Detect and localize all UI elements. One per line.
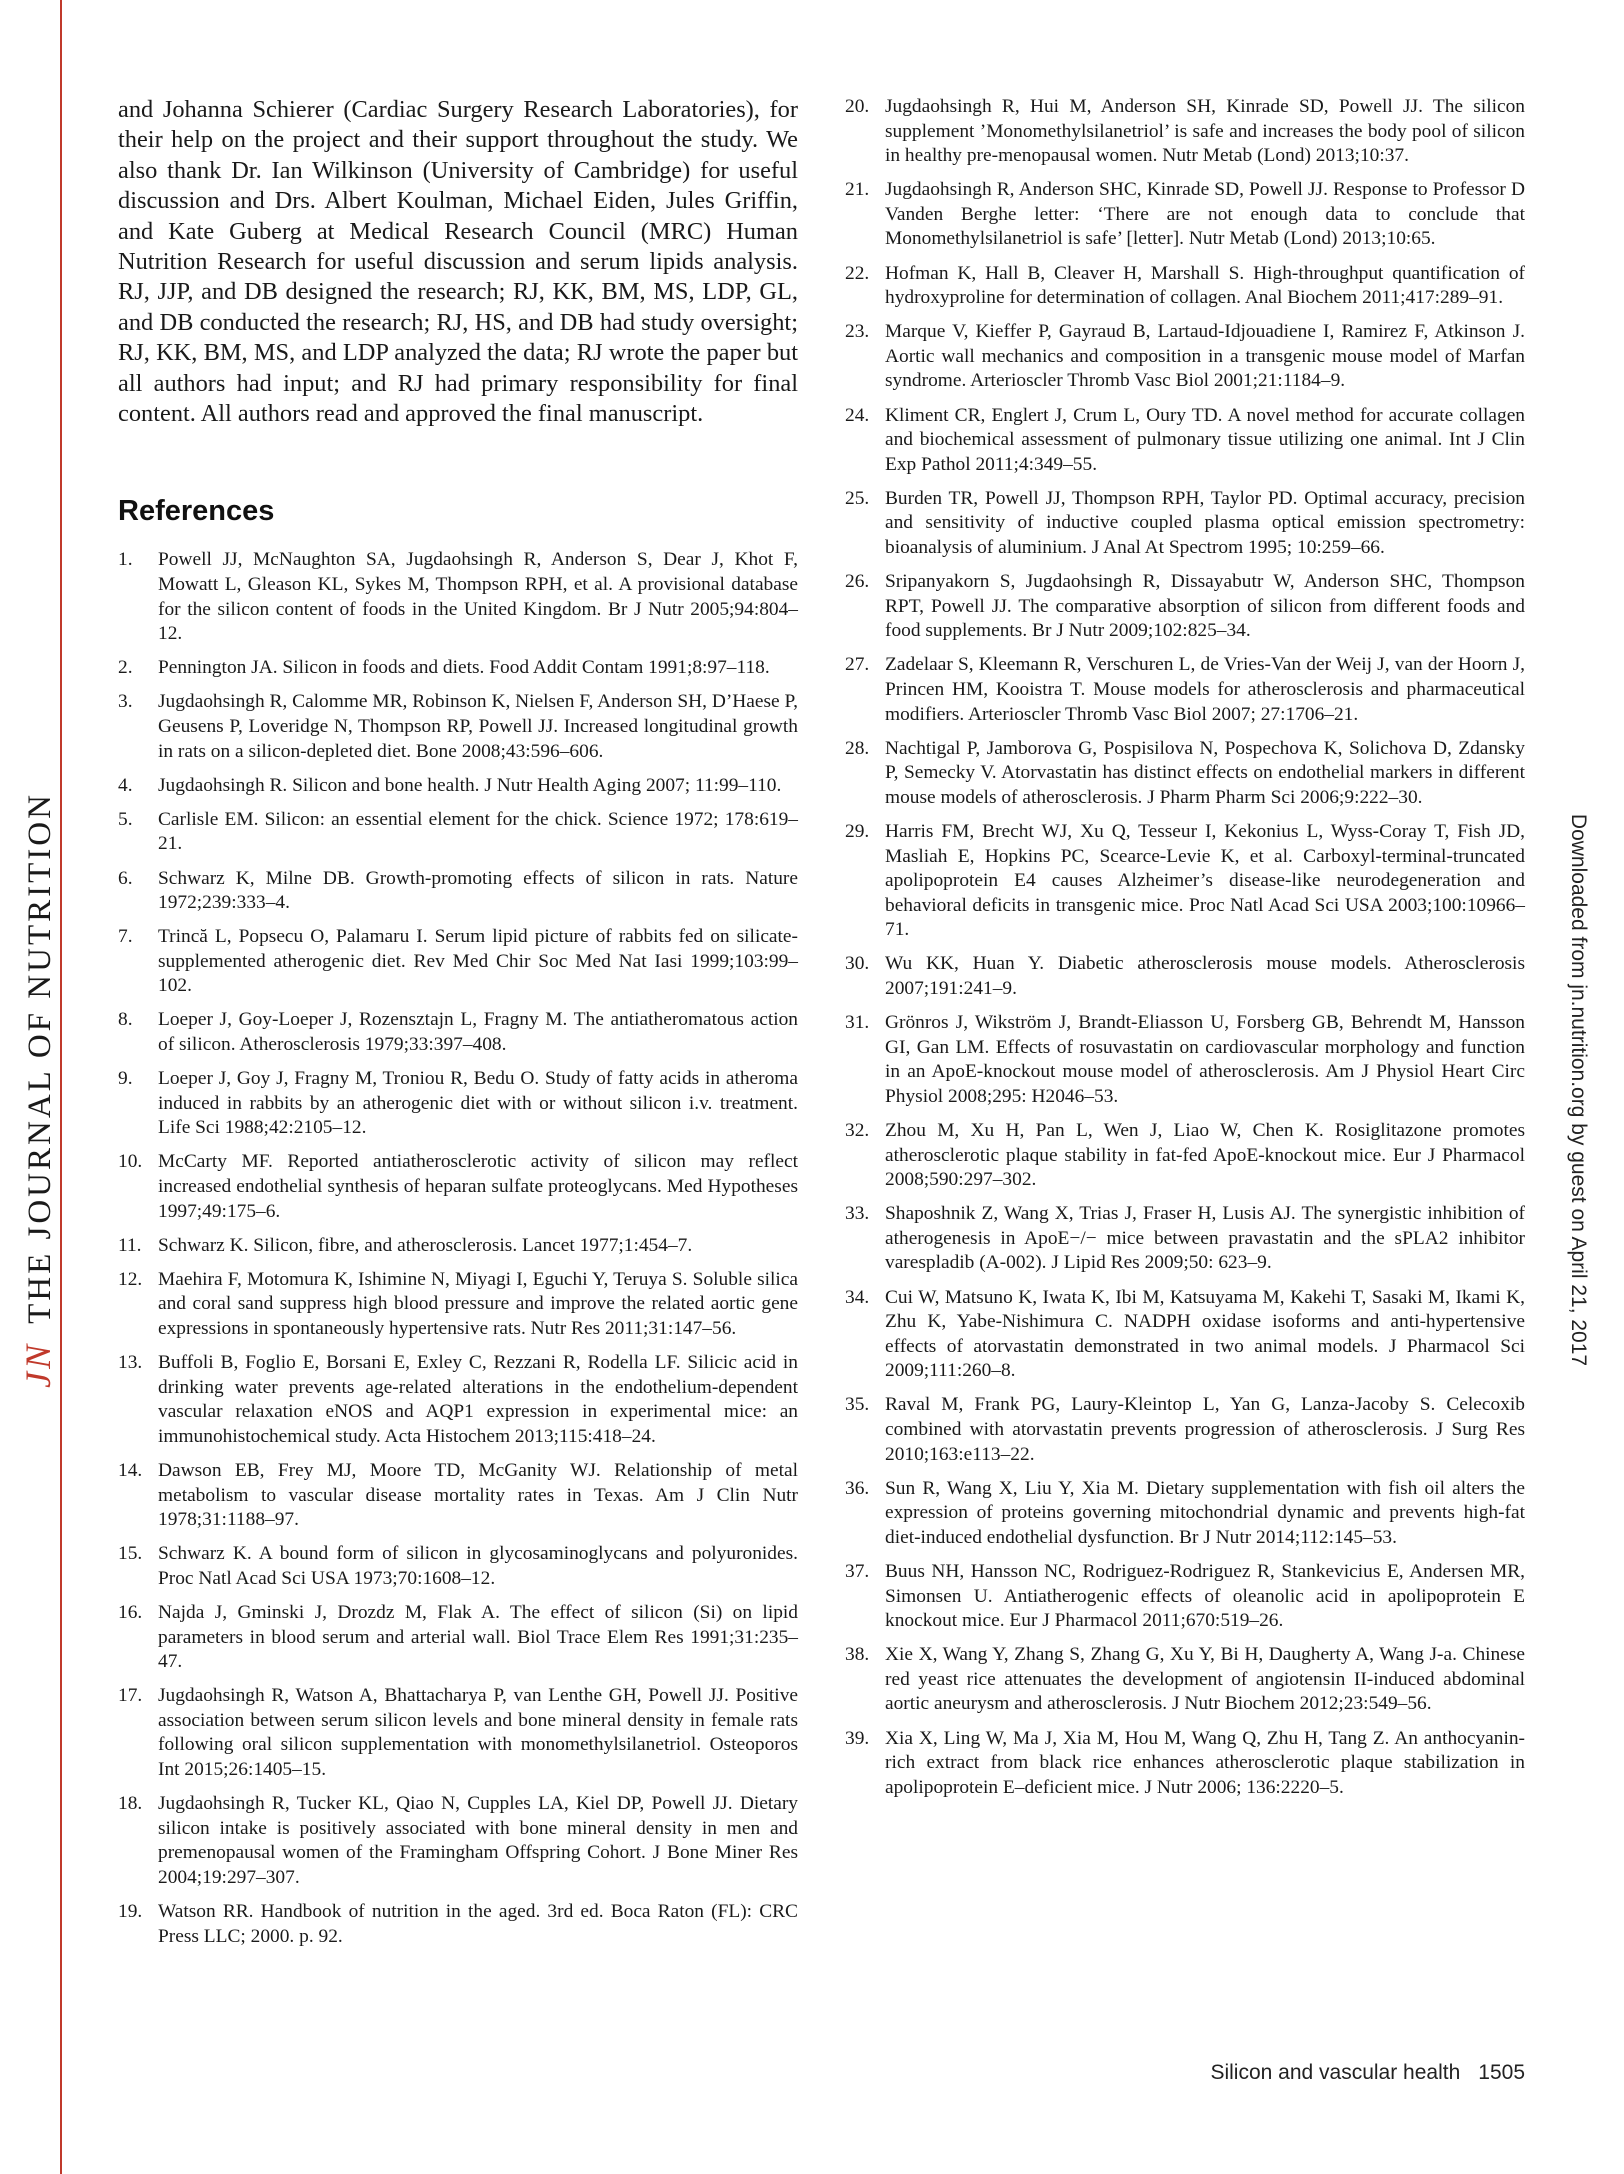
reference-number: 1.: [118, 549, 133, 571]
reference-item: [118, 1601, 798, 1675]
reference-number: 24.: [845, 404, 870, 426]
reference-text: Kliment CR, Englert J, Crum L, Oury TD. A novel method for accurate collagen and biochemical assessment of pulmonary tissue utilizing one animal. Int J Clin Exp Pathol 2011;4:349–55.: [885, 404, 1525, 475]
reference-item: [118, 548, 798, 646]
reference-number: 32.: [845, 1119, 870, 1141]
reference-text: Watson RR. Handbook of nutrition in the aged. 3rd ed. Boca Raton (FL): CRC Press LLC; 2000. p. 92.: [158, 1900, 798, 1947]
reference-text: Harris FM, Brecht WJ, Xu Q, Tesseur I, Kekonius L, Wyss-Coray T, Fish JD, Masliah E, Hopkins PC, Scearce-Levie K, et al. Carboxyl-terminal-truncated apolipoprotein E4 causes Alzheimer’s disease-like neurodegeneration and behavioral deficits in transgenic mice. Proc Natl Acad Sci USA 2003;100:10966–71.: [885, 820, 1525, 941]
reference-text: Sripanyakorn S, Jugdaohsingh R, Dissayabutr W, Anderson SHC, Thompson RPT, Powell JJ. The comparative absorption of silicon from different foods and food supplements. Br J Nutr 2009;102:825–34.: [885, 571, 1525, 642]
reference-item: [118, 1542, 798, 1591]
reference-number: 36.: [845, 1477, 870, 1499]
reference-text: Buus NH, Hansson NC, Rodriguez-Rodriguez R, Stankevicius E, Andersen MR, Simonsen U. Antiatherogenic effects of oleanolic acid in apolipoprotein E knockout mice. Eur J Pharmacol 2011;670:519–26.: [885, 1560, 1525, 1632]
reference-text: Burden TR, Powell JJ, Thompson RPH, Taylor PD. Optimal accuracy, precision and sensitivity of inductive coupled plasma optical emission spectrometry: bioanalysis of aluminium. J Anal At Spectrom 1995; 10:259–66.: [885, 487, 1525, 558]
reference-number: 35.: [845, 1394, 870, 1416]
references-heading: References: [118, 495, 275, 528]
reference-text: Marque V, Kieffer P, Gayraud B, Lartaud-Idjouadiene I, Ramirez F, Atkinson J. Aortic wall mechanics and composition in a transgenic mouse model of Marfan syndrome. Arterioscler Thromb Vasc Biol 2001;21:1184–9.: [885, 321, 1525, 392]
reference-item: [118, 808, 798, 857]
reference-item: [118, 867, 798, 916]
reference-text: Schwarz K. A bound form of silicon in glycosaminoglycans and polyuronides. Proc Natl Acad Sci USA 1973;70:1608–12.: [158, 1543, 798, 1589]
reference-item: [845, 653, 1525, 727]
reference-number: 13.: [118, 1352, 143, 1374]
reference-item: [845, 178, 1525, 252]
reference-text: Xie X, Wang Y, Zhang S, Zhang G, Xu Y, Bi H, Daugherty A, Wang J-a. Chinese red yeast rice attenuates the development of angiotensin II-induced abdominal aortic aneurysm and atherosclerosis. J Nutr Biochem 2012;23:549–56.: [885, 1644, 1525, 1715]
reference-number: 4.: [118, 774, 133, 796]
reference-item: [845, 1393, 1525, 1467]
reference-number: 31.: [845, 1012, 870, 1034]
reference-text: Maehira F, Motomura K, Ishimine N, Miyagi I, Eguchi Y, Teruya S. Soluble silica and coral sand suppress high blood pressure and improve the related aortic gene expressions in spontaneously hypertensive rats. Nutr Res 2011;31:147–56.: [158, 1268, 798, 1339]
reference-number: 39.: [845, 1727, 870, 1749]
reference-text: Powell JJ, McNaughton SA, Jugdaohsingh R, Anderson S, Dear J, Khot F, Mowatt L, Gleason KL, Sykes M, Thompson RPH, et al. A provisional database for the silicon content of foods in the United Kingdom. Br J Nutr 2005;94:804–12.: [158, 549, 798, 645]
reference-text: Hofman K, Hall B, Cleaver H, Marshall S. High-throughput quantification of hydroxyproline for determination of collagen. Anal Biochem 2011;417:289–91.: [885, 262, 1525, 309]
reference-item: [118, 690, 798, 764]
reference-text: Pennington JA. Silicon in foods and diets. Food Addit Contam 1991;8:97–118.: [158, 657, 770, 679]
reference-item: [845, 737, 1525, 811]
reference-item: [845, 1011, 1525, 1109]
reference-number: 17.: [118, 1685, 143, 1707]
reference-text: Shaposhnik Z, Wang X, Trias J, Fraser H, Lusis AJ. The synergistic inhibition of atherogenesis in ApoE−/− mice between pravastatin and the sPLA2 inhibitor varespladib (A-002). J Lipid Res 2009;50: 623–9.: [885, 1203, 1525, 1274]
reference-item: [845, 262, 1525, 311]
left-column: [118, 95, 798, 1959]
page-number: 1505: [1478, 2061, 1525, 2084]
reference-number: 9.: [118, 1068, 133, 1090]
reference-list-left: [118, 548, 798, 1949]
reference-number: 23.: [845, 321, 870, 343]
reference-text: McCarty MF. Reported antiatherosclerotic activity of silicon may reflect increased endothelial synthesis of heparan sulfate proteoglycans. Med Hypotheses 1997;49:175–6.: [158, 1151, 798, 1222]
reference-text: Buffoli B, Foglio E, Borsani E, Exley C, Rezzani R, Rodella LF. Silicic acid in drinking water prevents age-related alterations in the endothelium-dependent vascular relaxation eNOS and AQP1 expression in experimental mice: an immunohistochemical study. Acta Histochem 2013;115:418–24.: [158, 1352, 798, 1447]
reference-text: Loeper J, Goy J, Fragny M, Troniou R, Bedu O. Study of fatty acids in atheroma induced in rabbits by an atherogenic diet with or without silicon i.v. treatment. Life Sci 1988;42:2105–12.: [158, 1068, 798, 1139]
reference-text: Carlisle EM. Silicon: an essential element for the chick. Science 1972; 178:619–21.: [158, 808, 798, 855]
reference-text: Schwarz K, Milne DB. Growth-promoting effects of silicon in rats. Nature 1972;239:333–4.: [158, 867, 798, 914]
reference-text: Jugdaohsingh R, Watson A, Bhattacharya P, van Lenthe GH, Powell JJ. Positive association between serum silicon levels and bone mineral density in female rats following oral silicon supplementation with monomethylsilanetriol. Osteoporos Int 2015;26:1405–15.: [158, 1685, 798, 1780]
reference-number: 28.: [845, 737, 870, 759]
reference-item: [845, 820, 1525, 943]
reference-item: [118, 1150, 798, 1224]
reference-number: 2.: [118, 657, 133, 679]
reference-number: 15.: [118, 1543, 143, 1565]
journal-name: THE JOURNAL OF NUTRITION: [22, 792, 58, 1324]
reference-text: Trincă L, Popsecu O, Palamaru I. Serum lipid picture of rabbits fed on silicate-supplemented atherogenic diet. Rev Med Chir Soc Med Nat Iasi 1999;103:99–102.: [158, 926, 798, 997]
reference-item: [845, 1560, 1525, 1634]
reference-number: 37.: [845, 1560, 870, 1582]
reference-item: [118, 774, 798, 799]
reference-item: [118, 1234, 798, 1259]
reference-item: [845, 404, 1525, 478]
reference-text: Cui W, Matsuno K, Iwata K, Ibi M, Katsuyama M, Kakehi T, Sasaki M, Ikami K, Zhu K, Yabe-Nishimura C. NADPH oxidase isoforms and anti-hypertensive effects of atorvastatin demonstrated in two animal models. J Pharmacol Sci 2009;111:260–8.: [885, 1286, 1525, 1382]
reference-number: 26.: [845, 571, 870, 593]
reference-number: 14.: [118, 1459, 143, 1481]
reference-item: [118, 1792, 798, 1890]
reference-text: Jugdaohsingh R. Silicon and bone health. J Nutr Health Aging 2007; 11:99–110.: [158, 774, 782, 796]
reference-item: [845, 1477, 1525, 1551]
reference-item: [118, 1008, 798, 1057]
reference-item: [845, 952, 1525, 1001]
reference-item: [118, 656, 798, 681]
reference-text: Loeper J, Goy-Loeper J, Rozensztajn L, Fragny M. The antiatheromatous action of silicon. Atherosclerosis 1979;33:397–408.: [158, 1009, 798, 1056]
reference-number: 22.: [845, 262, 870, 284]
reference-item: [845, 487, 1525, 561]
reference-text: Schwarz K. Silicon, fibre, and atherosclerosis. Lancet 1977;1:454–7.: [158, 1234, 693, 1256]
reference-item: [118, 1459, 798, 1533]
reference-text: Grönros J, Wikström J, Brandt-Eliasson U, Forsberg GB, Behrendt M, Hansson GI, Gan LM. Effects of rosuvastatin on cardiovascular morphology and function in an ApoE-knockout mouse model of atherosclerosis. Am J Physiol Heart Circ Physiol 2008;295: H2046–53.: [885, 1012, 1525, 1107]
reference-item: [118, 1067, 798, 1141]
reference-text: Jugdaohsingh R, Anderson SHC, Kinrade SD, Powell JJ. Response to Professor D Vanden Berghe letter: ‘There are not enough data to conclude that Monomethylsilanetriol is safe’ [letter]. Nutr Metab (Lond) 2013;10:65.: [885, 179, 1525, 250]
reference-text: Jugdaohsingh R, Calomme MR, Robinson K, Nielsen F, Anderson SH, D’Haese P, Geusens P, Loveridge N, Thompson RP, Powell JJ. Increased longitudinal growth in rats on a silicon-depleted diet. Bone 2008;43:596–606.: [158, 691, 798, 762]
reference-number: 30.: [845, 953, 870, 975]
reference-number: 10.: [118, 1151, 143, 1173]
reference-number: 21.: [845, 179, 870, 201]
reference-number: 25.: [845, 487, 870, 509]
reference-text: Wu KK, Huan Y. Diabetic atherosclerosis mouse models. Atherosclerosis 2007;191:241–9.: [885, 953, 1525, 999]
reference-item: [118, 1684, 798, 1782]
reference-list-right: [845, 95, 1525, 1800]
reference-number: 34.: [845, 1286, 870, 1308]
reference-number: 19.: [118, 1900, 143, 1922]
reference-number: 38.: [845, 1644, 870, 1666]
reference-text: Zadelaar S, Kleemann R, Verschuren L, de Vries-Van der Weij J, van der Hoorn J, Princen HM, Kooistra T. Mouse models for atherosclerosis and pharmaceutical modifiers. Arterioscler Thromb Vasc Biol 2007; 27:1706–21.: [885, 654, 1525, 725]
reference-number: 27.: [845, 654, 870, 676]
reference-number: 33.: [845, 1203, 870, 1225]
reference-item: [845, 95, 1525, 169]
acknowledgment-paragraph: and Johanna Schierer (Cardiac Surgery Research Laboratories), for their help on the project and their support throughout the study. We also thank Dr. Ian Wilkinson (University of Cambridge) for useful discussion and Drs. Albert Koulman, Michael Eiden, Jules Griffin, and Kate Guberg at Medical Research Council (MRC) Human Nutrition Research for useful discussion and serum lipids analysis. RJ, JJP, and DB designed the research; RJ, KK, BM, MS, LDP, GL, and DB conducted the research; RJ, HS, and DB had study oversight; RJ, KK, BM, MS, and LDP analyzed the data; RJ wrote the paper but all authors had input; and RJ had primary responsibility for final content. All authors read and approved the final manuscript.: [118, 96, 798, 428]
reference-text: Dawson EB, Frey MJ, Moore TD, McGanity WJ. Relationship of metal metabolism to vascular disease mortality rates in Texas. Am J Clin Nutr 1978;31:1188–97.: [158, 1459, 798, 1531]
reference-item: [845, 1286, 1525, 1384]
running-title: Silicon and vascular health: [1210, 2061, 1461, 2084]
reference-number: 16.: [118, 1601, 143, 1623]
reference-number: 5.: [118, 808, 133, 830]
reference-number: 8.: [118, 1009, 133, 1031]
reference-number: 6.: [118, 867, 133, 889]
reference-number: 20.: [845, 96, 870, 117]
reference-item: [845, 1727, 1525, 1801]
reference-item: [118, 1268, 798, 1342]
reference-text: Najda J, Gminski J, Drozdz M, Flak A. The effect of silicon (Si) on lipid parameters in blood serum and arterial wall. Biol Trace Elem Res 1991;31:235–47.: [158, 1601, 798, 1673]
reference-text: Sun R, Wang X, Liu Y, Xia M. Dietary supplementation with fish oil alters the expression of proteins governing mitochondrial dynamic and prevents high-fat diet-induced endothelial dysfunction. Br J Nutr 2014;112:145–53.: [885, 1477, 1525, 1548]
reference-number: 7.: [118, 926, 133, 948]
reference-text: Xia X, Ling W, Ma J, Xia M, Hou M, Wang Q, Zhu H, Tang Z. An anthocyanin-rich extract from black rice enhances atherosclerotic plaque stabilization in apolipoprotein E–deficient mice. J Nutr 2006; 136:2220–5.: [885, 1727, 1525, 1798]
reference-item: [845, 320, 1525, 394]
reference-item: [118, 1900, 798, 1949]
reference-number: 12.: [118, 1268, 143, 1290]
reference-item: [845, 1643, 1525, 1717]
reference-text: Raval M, Frank PG, Laury-Kleintop L, Yan G, Lanza-Jacoby S. Celecoxib combined with atorvastatin prevents progression of atherosclerosis. J Surg Res 2010;163:e113–22.: [885, 1394, 1525, 1465]
reference-item: [845, 570, 1525, 644]
reference-number: 29.: [845, 820, 870, 842]
journal-banner: [17, 792, 59, 1388]
reference-text: Jugdaohsingh R, Hui M, Anderson SH, Kinrade SD, Powell JJ. The silicon supplement ’Monomethylsilanetriol’ is safe and increases the body pool of silicon in healthy pre-menopausal women. Nutr Metab (Lond) 2013;10:37.: [885, 96, 1525, 167]
margin-rule: [60, 0, 62, 2174]
reference-item: [118, 1351, 798, 1449]
reference-text: Nachtigal P, Jamborova G, Pospisilova N, Pospechova K, Solichova D, Zdansky P, Semecky V. Atorvastatin has distinct effects on endothelial markers in different mouse models of atherosclerosis. J Pharm Pharm Sci 2006;9:222–30.: [885, 737, 1525, 808]
reference-item: [118, 925, 798, 999]
right-column: [845, 95, 1525, 1810]
page-footer: [1210, 2061, 1525, 2085]
download-note: Downloaded from jn.nutrition.org by guest on April 21, 2017: [1567, 813, 1590, 1367]
reference-text: Zhou M, Xu H, Pan L, Wen J, Liao W, Chen K. Rosiglitazone promotes atherosclerotic plaque stability in fat-fed ApoE-knockout mice. Eur J Pharmacol 2008;590:297–302.: [885, 1119, 1525, 1191]
reference-item: [845, 1119, 1525, 1193]
reference-item: [845, 1202, 1525, 1276]
reference-number: 18.: [118, 1793, 143, 1815]
journal-logo: JN: [18, 1341, 58, 1388]
reference-number: 11.: [118, 1234, 142, 1256]
reference-text: Jugdaohsingh R, Tucker KL, Qiao N, Cupples LA, Kiel DP, Powell JJ. Dietary silicon intake is positively associated with bone mineral density in men and premenopausal women of the Framingham Offspring Cohort. J Bone Miner Res 2004;19:297–307.: [158, 1793, 798, 1888]
reference-number: 3.: [118, 691, 133, 713]
